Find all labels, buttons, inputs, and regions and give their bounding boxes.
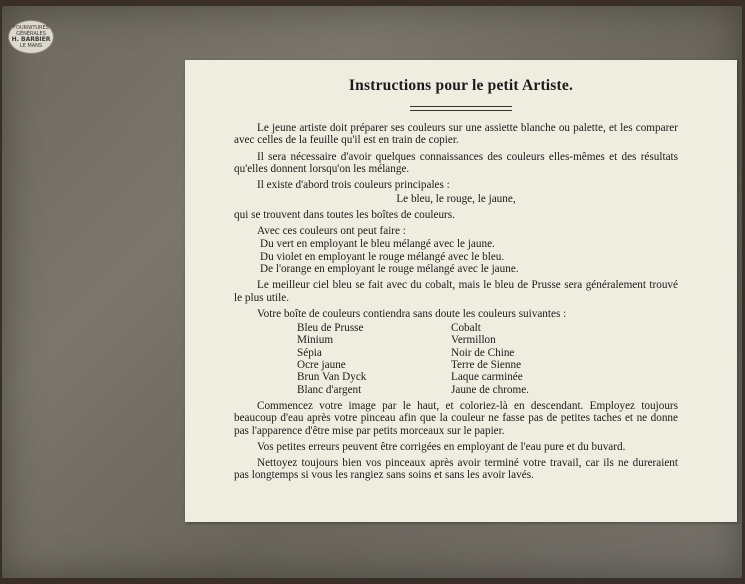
color-item: Vermillon xyxy=(451,334,496,347)
mix-item: De l'orange en employant le rouge mélangé avec le jaune. xyxy=(260,262,519,275)
color-item: Terre de Sienne xyxy=(451,359,522,372)
color-item: Cobalt xyxy=(451,322,481,335)
color-list xyxy=(297,322,678,396)
instructions-body xyxy=(234,122,678,486)
paragraph-sky-blue: Le meilleur ciel bleu se fait avec du cobalt, mais le bleu de Prusse sera généralement trouvé le plus utile. xyxy=(234,279,678,304)
color-item: Noir de Chine xyxy=(451,346,515,359)
page-title: Instructions pour le petit Artiste. xyxy=(348,77,574,94)
stamp-line-3: LE MANS xyxy=(19,43,43,49)
paragraph-primary-colors-end: qui se trouvent dans toutes les boîtes de couleurs. xyxy=(234,208,455,221)
primary-colors-line: Le bleu, le rouge, le jaune, xyxy=(396,193,516,206)
color-item: Brun Van Dyck xyxy=(297,371,367,384)
paragraph-mixing-intro: Avec ces couleurs ont peut faire : xyxy=(257,225,406,238)
paragraph-clean-brushes: Nettoyez toujours bien vos pinceaux après avoir terminé votre travail, car ils ne dureraient pas longtemps si vous les rangiez sans soins et sans les avoir lavés. xyxy=(234,457,678,482)
paragraph-color-box: Votre boîte de couleurs contiendra sans doute les couleurs suivantes : xyxy=(257,307,567,320)
dealer-stamp xyxy=(8,20,54,54)
color-item: Bleu de Prusse xyxy=(297,322,364,335)
stamp-line-2: H. BARBIER xyxy=(11,36,51,43)
paragraph-corrections: Vos petites erreurs peuvent être corrigées en employant de l'eau pure et du buvard. xyxy=(257,440,626,453)
color-item: Blanc d'argent xyxy=(297,383,362,396)
color-item: Jaune de chrome. xyxy=(451,383,529,396)
color-item: Ocre jaune xyxy=(297,359,346,372)
paragraph-knowledge: Il sera nécessaire d'avoir quelques connaissances des couleurs elles-mêmes et des résultats qu'elles donnent lorsqu'on les mélange. xyxy=(234,150,678,175)
instruction-sheet xyxy=(185,60,737,522)
paragraph-start-painting: Commencez votre image par le haut, et coloriez-là en descendant. Employez toujours beaucoup d'eau après votre pinceau afin que la couleur ne fasse pas de petites taches et ne donne pas l'apparence d'être mise par petits morceaux sur le papier. xyxy=(234,399,678,437)
mix-item: Du vert en employant le bleu mélangé avec le jaune. xyxy=(260,238,495,251)
color-item: Sépia xyxy=(297,346,322,359)
title-double-rule xyxy=(410,106,512,111)
mixing-list xyxy=(260,238,678,275)
stamp-line-1: FOURNITURES GÉNÉRALES xyxy=(13,25,49,37)
paragraph-prepare-colors: Le jeune artiste doit préparer ses couleurs sur une assiette blanche ou palette, et les comparer avec celles de la feuille qu'il est en train de copier. xyxy=(234,122,678,147)
mix-item: Du violet en employant le rouge mélangé avec le bleu. xyxy=(260,250,505,263)
color-item: Minium xyxy=(297,334,334,347)
paragraph-primary-colors: Il existe d'abord trois couleurs principales : xyxy=(257,179,450,192)
color-item: Laque carminée xyxy=(451,371,523,384)
